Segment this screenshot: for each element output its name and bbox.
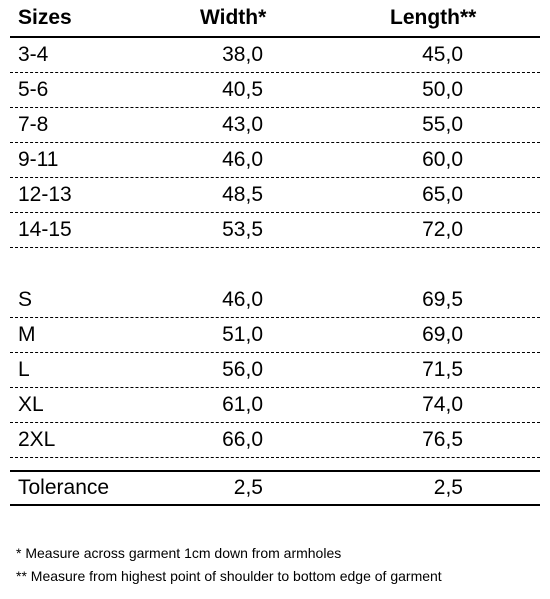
table-row: [10, 423, 540, 458]
length-cell: 50,0: [422, 78, 463, 101]
width-cell: 53,5: [222, 218, 263, 241]
tolerance-row: [10, 470, 540, 506]
width-cell: 43,0: [222, 113, 263, 136]
section-gap: [10, 458, 540, 470]
length-cell: 60,0: [422, 148, 463, 171]
length-cell: 74,0: [422, 393, 463, 416]
table-header-row: [10, 0, 540, 38]
section-spacer: [10, 248, 540, 283]
tolerance-length: 2,5: [433, 476, 463, 499]
width-cell: 51,0: [222, 323, 263, 346]
width-cell: 56,0: [222, 358, 263, 381]
width-cell: 66,0: [222, 428, 263, 451]
length-cell: 76,5: [422, 428, 463, 451]
size-cell: 5-6: [18, 78, 49, 101]
width-cell: 48,5: [222, 183, 263, 206]
table-row: [10, 318, 540, 353]
length-cell: 69,5: [422, 288, 463, 311]
footnote-length: ** Measure from highest point of shoulder to bottom edge of garment: [16, 568, 442, 584]
size-cell: XL: [18, 393, 44, 416]
size-cell: 3-4: [18, 43, 49, 66]
header-sizes: Sizes: [18, 6, 72, 29]
table-row: [10, 73, 540, 108]
length-cell: 69,0: [422, 323, 463, 346]
tolerance-width: 2,5: [233, 476, 263, 499]
width-cell: 38,0: [222, 43, 263, 66]
size-cell: L: [18, 358, 30, 381]
table-row: [10, 388, 540, 423]
table-row: [10, 38, 540, 73]
size-cell: 14-15: [18, 218, 72, 241]
header-width: Width*: [200, 6, 267, 29]
size-cell: S: [18, 288, 33, 311]
length-cell: 72,0: [422, 218, 463, 241]
table-row: [10, 283, 540, 318]
size-chart-table: [10, 0, 540, 506]
table-row: [10, 143, 540, 178]
size-cell: M: [18, 323, 36, 346]
table-row: [10, 108, 540, 143]
length-cell: 71,5: [422, 358, 463, 381]
footnotes: [16, 542, 442, 588]
footnote-width: * Measure across garment 1cm down from armholes: [16, 545, 342, 561]
width-cell: 46,0: [222, 148, 263, 171]
width-cell: 46,0: [222, 288, 263, 311]
length-cell: 45,0: [422, 43, 463, 66]
table-row: [10, 213, 540, 248]
size-cell: 2XL: [18, 428, 56, 451]
header-length: Length**: [390, 6, 477, 29]
length-cell: 55,0: [422, 113, 463, 136]
size-cell: 7-8: [18, 113, 49, 136]
size-cell: 9-11: [18, 148, 59, 171]
length-cell: 65,0: [422, 183, 463, 206]
table-row: [10, 353, 540, 388]
size-cell: 12-13: [18, 183, 72, 206]
width-cell: 40,5: [222, 78, 263, 101]
tolerance-label: Tolerance: [18, 476, 110, 499]
width-cell: 61,0: [222, 393, 263, 416]
table-row: [10, 178, 540, 213]
